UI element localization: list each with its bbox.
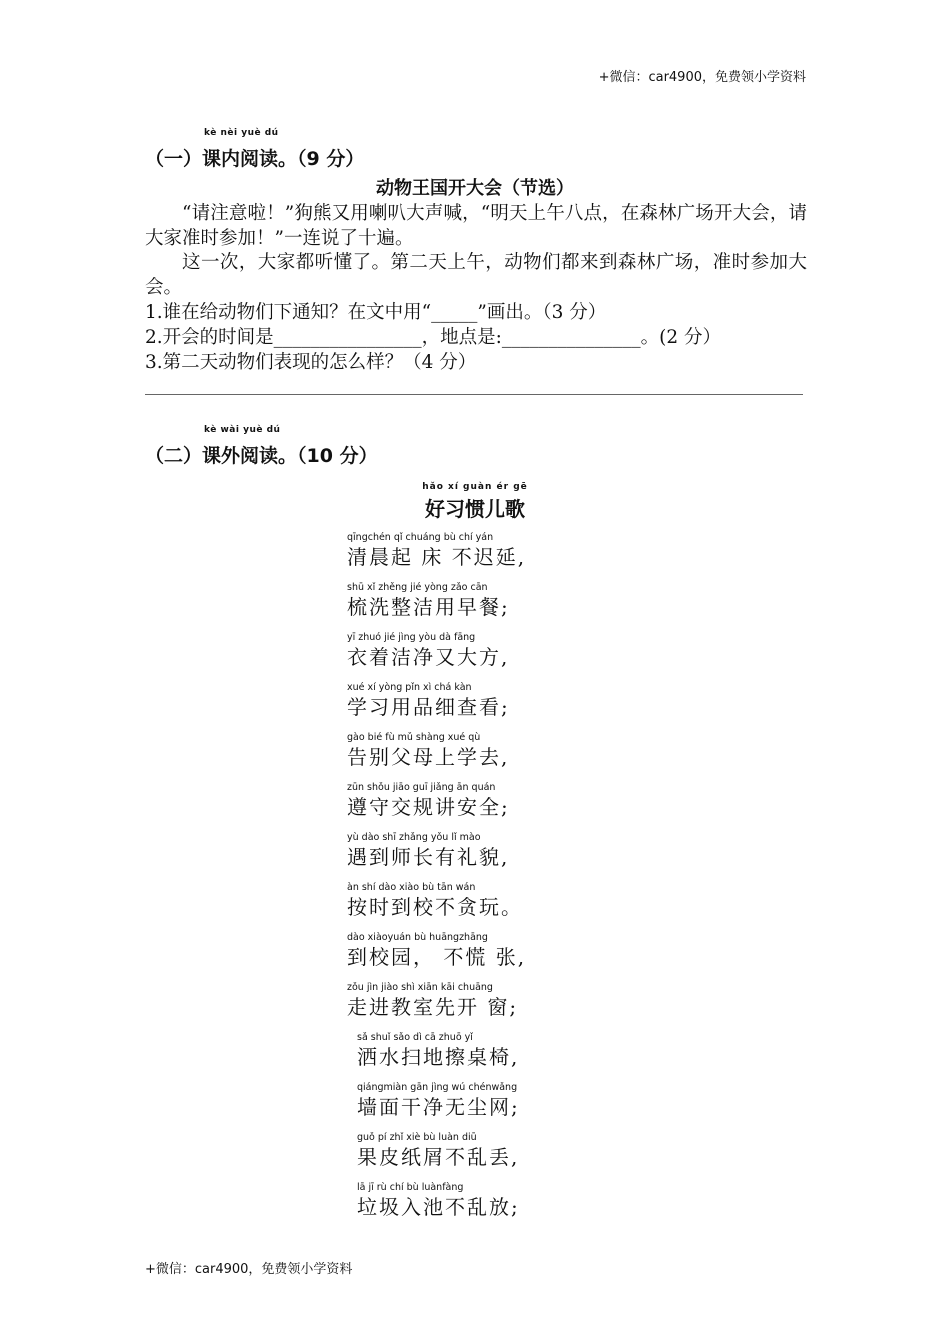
poem-line-text: 果皮纸屑不乱丢,	[357, 1145, 520, 1169]
poem-line-13	[357, 1132, 557, 1170]
poem-line-text: 告别父母上学去,	[347, 745, 510, 769]
poem-line-7	[347, 832, 547, 870]
poem-line-pinyin: yù dào shī zhǎng yǒu lǐ mào	[347, 832, 481, 843]
section-1-title-text: 课内阅读	[202, 148, 279, 170]
poem-line-pinyin: shū xǐ zhěng jié yòng zǎo cān	[347, 582, 488, 593]
poem-line-text: 遵守交规讲安全;	[347, 795, 510, 819]
section-2-title-word	[202, 425, 281, 468]
poem-line-pinyin: qīngchén qǐ chuáng bù chí yán	[347, 532, 494, 543]
passage-paragraph-1: “请注意啦！”狗熊又用喇叭大声喊，“明天上午八点，在森林广场开大会，请大家准时参加！”一连说了十遍。	[145, 203, 807, 249]
poem-line-text: 走进教室先开 窗;	[347, 995, 519, 1019]
poem-line-text: 到校园， 不慌 张,	[347, 945, 527, 969]
poem-line-5	[347, 732, 547, 770]
poem-line-text: 遇到师长有礼貌,	[347, 845, 510, 869]
poem-line-text: 洒水扫地擦桌椅,	[357, 1045, 520, 1069]
poem-line-text: 垃圾入池不乱放;	[357, 1195, 520, 1219]
section-2-suffix: 。（10 分）	[278, 445, 378, 467]
poem-line-10	[347, 982, 547, 1020]
poem-line-14	[357, 1182, 557, 1220]
poem-line-pinyin: dào xiàoyuán bù huāngzhāng	[347, 932, 488, 943]
poem-line-pinyin: gào bié fù mǔ shàng xué qù	[347, 732, 481, 743]
poem-line-pinyin: zǒu jìn jiào shì xiān kāi chuāng	[347, 982, 493, 993]
section-1-title-word	[202, 128, 279, 171]
question-3: 3.第二天动物们表现的怎么样？（4 分）	[145, 352, 477, 373]
poem-line-text: 清晨起 床 不迟延,	[347, 545, 527, 569]
poem-line-6	[347, 782, 547, 820]
header-note: +微信：car4900，免费领小学资料	[598, 70, 806, 85]
poem-title-pinyin: hǎo xí guàn ér gē	[422, 482, 528, 492]
passage-title: 动物王国开大会（节选）	[376, 178, 574, 199]
poem-line-pinyin: sǎ shuǐ sǎo dì cā zhuō yǐ	[357, 1032, 473, 1043]
poem-line-11	[357, 1032, 557, 1070]
passage-paragraph-2: 这一次，大家都听懂了。第二天上午，动物们都来到森林广场，准时参加大会。	[145, 252, 807, 298]
poem-line-text: 按时到校不贪玩。	[347, 895, 523, 919]
poem-line-text: 衣着洁净又大方,	[347, 645, 510, 669]
poem-title-text: 好习惯儿歌	[425, 497, 525, 521]
poem-line-pinyin: qiángmiàn gān jìng wú chénwǎng	[357, 1082, 518, 1093]
poem-line-text: 梳洗整洁用早餐;	[347, 595, 510, 619]
poem-title	[0, 482, 950, 522]
section-1-suffix: 。（9 分）	[278, 148, 365, 170]
question-2: 2.开会的时间是________________，地点是:_______________。(2 分）	[145, 327, 722, 348]
poem-line-3	[347, 632, 547, 670]
poem-line-pinyin: xué xí yòng pǐn xì chá kàn	[347, 682, 472, 693]
poem-line-2	[347, 582, 547, 620]
poem-line-text: 学习用品细查看;	[347, 695, 510, 719]
poem-line-1	[347, 532, 547, 570]
section-1-title	[145, 128, 365, 171]
poem-line-pinyin: àn shí dào xiào bù tān wán	[347, 882, 476, 893]
footer-note: +微信：car4900，免费领小学资料	[145, 1262, 353, 1277]
poem-line-text: 墙面干净无尘网;	[357, 1095, 520, 1119]
poem-line-pinyin: zūn shǒu jiāo guī jiǎng ān quán	[347, 782, 496, 793]
section-2-title-pinyin: kè wài yuè dú	[204, 425, 281, 435]
poem-line-pinyin: yī zhuó jié jìng yòu dà fāng	[347, 632, 476, 643]
poem-line-12	[357, 1082, 557, 1120]
poem-line-9	[347, 932, 547, 970]
section-2-prefix: （二）	[145, 445, 203, 467]
section-1-title-pinyin: kè nèi yuè dú	[204, 128, 279, 138]
section-2-title	[145, 425, 378, 468]
question-1: 1.谁在给动物们下通知？在文中用“_____”画出。（3 分）	[145, 302, 607, 323]
poem-line-pinyin: lā jī rù chí bù luànfàng	[357, 1182, 464, 1193]
answer-line	[145, 394, 803, 395]
poem-line-4	[347, 682, 547, 720]
poem-line-8	[347, 882, 547, 920]
poem-line-pinyin: guǒ pí zhǐ xiè bù luàn diū	[357, 1132, 477, 1143]
section-2-title-text: 课外阅读	[202, 445, 279, 467]
section-1-prefix: （一）	[145, 148, 203, 170]
